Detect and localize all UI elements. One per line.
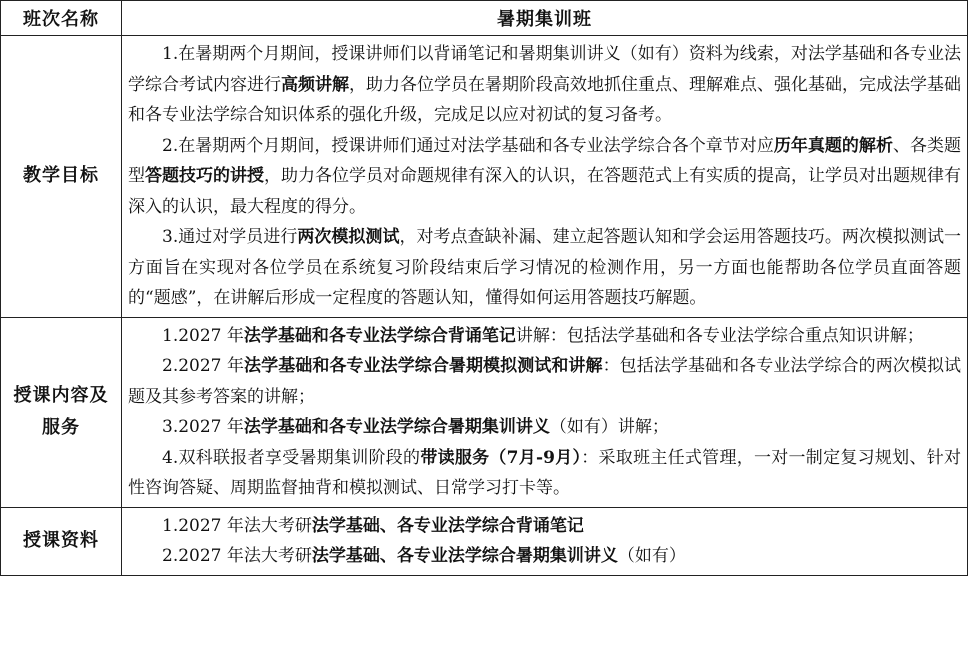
- goal-3-highlight: 两次模拟测试: [297, 227, 400, 247]
- header-class-name-label: 班次名称: [1, 1, 122, 36]
- content-3-text-c: （如有）讲解；: [549, 417, 669, 437]
- goal-2-highlight-1: 历年真题的解析: [773, 135, 893, 156]
- material-2-highlight: 法学基础、各专业法学综合暑期集训讲义: [311, 546, 618, 566]
- content-item-4: [128, 443, 961, 504]
- content-3-text-a: 3.2027 年: [162, 417, 244, 437]
- content-2-text-c: ：包括法学基础和各专业法学综合的两次模拟试题及其参考答案的讲解；: [128, 356, 962, 407]
- goal-3-text-c: ，对考点查缺补漏、建立起答题认知和学会运用答题技巧。两次模拟测试一方面旨在实现对各位学员在系统复习阶段结束后学习情况的检测作用，另一方面也能帮助各位学员直面答题的“题感”，在讲解后形成一定程度的答题认知，懂得如何运用答题技巧解题。: [128, 227, 961, 308]
- content-row: [1, 317, 968, 507]
- material-item-2: [128, 541, 961, 572]
- content-item-3: [128, 412, 961, 443]
- material-1-text-a: 1.2027 年法大考研: [162, 515, 312, 536]
- content-label: [1, 317, 122, 507]
- header-class-name-value: 暑期集训班: [122, 1, 968, 36]
- material-item-1: [128, 511, 961, 542]
- content-label-line-1: 授课内容及: [13, 385, 109, 406]
- material-2-text-c: （如有）: [617, 546, 686, 566]
- goals-content: [122, 36, 968, 318]
- material-2-text-a: 2.2027 年法大考研: [162, 546, 312, 566]
- content-label-line-2: 服务: [42, 417, 80, 438]
- content-2-text-a: 2.2027 年: [162, 356, 245, 376]
- goal-1-text-a: 1.在暑期两个月期间，授课讲师们以背诵笔记和暑期集训讲义（如有）资料为线索，对法学基础和各专业法学综合考试内容进行: [128, 44, 961, 95]
- goal-1-highlight: 高频讲解: [281, 74, 349, 95]
- content-item-2: [128, 351, 961, 412]
- goal-1-text-c: ，助力各位学员在暑期阶段高效地抓住重点、理解难点、强化基础，完成法学基础和各专业法学综合知识体系的强化升级，完成足以应对初试的复习备考。: [128, 74, 961, 125]
- goal-paragraph-2: [128, 131, 961, 223]
- content-4-highlight: 带读服务（7月-9月）: [420, 447, 582, 468]
- goals-label: 教学目标: [1, 36, 122, 318]
- materials-items: [122, 507, 968, 575]
- goal-paragraph-1: [128, 39, 961, 131]
- goals-row: [1, 36, 968, 318]
- goal-2-text-c: 、各类题型: [128, 135, 962, 186]
- content-1-highlight: 法学基础和各专业法学综合背诵笔记: [243, 325, 516, 346]
- materials-label: 授课资料: [1, 507, 122, 575]
- content-3-highlight: 法学基础和各专业法学综合暑期集训讲义: [243, 417, 550, 437]
- content-2-highlight: 法学基础和各专业法学综合暑期模拟测试和讲解: [244, 356, 603, 376]
- goal-2-highlight-2: 答题技巧的讲授: [145, 166, 264, 186]
- content-4-text-c: ：采取班主任式管理，一对一制定复习规划、针对性咨询答疑、周期监督抽背和模拟测试、日常学习打卡等。: [128, 447, 961, 498]
- materials-row: [1, 507, 968, 575]
- content-items: [122, 317, 968, 507]
- goal-2-text-a: 2.在暑期两个月期间，授课讲师们通过对法学基础和各专业法学综合各个章节对应: [162, 135, 774, 156]
- goal-paragraph-3: [128, 222, 961, 314]
- content-4-text-a: 4.双科联报者享受暑期集训阶段的: [162, 447, 421, 468]
- content-1-text-a: 1.2027 年: [162, 325, 244, 346]
- goal-3-text-a: 3.通过对学员进行: [162, 227, 298, 247]
- material-1-highlight: 法学基础、各专业法学综合背诵笔记: [311, 515, 584, 536]
- content-item-1: [128, 321, 961, 352]
- content-1-text-c: 讲解：包括法学基础和各专业法学综合重点知识讲解；: [515, 325, 924, 346]
- goal-2-text-e: ，助力各位学员对命题规律有深入的认识，在答题范式上有实质的提高，让学员对出题规律有深入的认识，最大程度的得分。: [128, 166, 961, 217]
- header-row: [1, 1, 968, 36]
